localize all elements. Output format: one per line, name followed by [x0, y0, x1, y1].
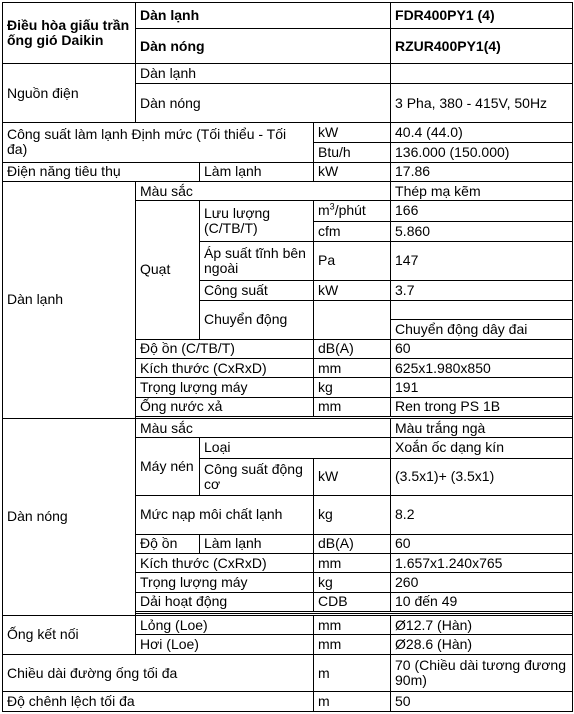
fan-label: Quạt — [136, 201, 200, 339]
capacity-row-kw — [3, 123, 573, 143]
operating-range-value: 10 đến 49 — [391, 592, 573, 611]
outdoor-weight-label: Trọng lượng máy — [136, 573, 314, 592]
liquid-label: Lỏng (Loe) — [136, 616, 314, 635]
compressor-type-label: Loại — [200, 438, 391, 458]
drain-unit: mm — [314, 397, 391, 416]
consumption-label: Điện năng tiêu thụ — [3, 162, 200, 181]
drive-value-top — [391, 300, 573, 319]
max-length-unit: m — [314, 654, 391, 692]
drive-value: Chuyển động dây đai — [391, 320, 573, 339]
header-row-indoor — [3, 3, 573, 29]
max-length-label: Chiều dài đường ống tối đa — [3, 654, 314, 692]
power-row-indoor — [3, 64, 573, 84]
indoor-color-label: Màu sắc — [136, 181, 391, 200]
outdoor-dims-value: 1.657x1.240x765 — [391, 554, 573, 573]
power-outdoor-value: 3 Pha, 380 - 415V, 50Hz — [391, 84, 573, 123]
outdoor-section-label: Dàn nóng — [3, 418, 136, 615]
consumption-unit: kW — [314, 162, 391, 181]
indoor-model: FDR400PY1 (4) — [391, 3, 573, 29]
consumption-value: 17.86 — [391, 162, 573, 181]
motor-unit: kW — [314, 458, 391, 496]
airflow-value-m3: 166 — [391, 201, 573, 221]
indoor-dims-label: Kích thước (CxRxD) — [136, 358, 314, 377]
indoor-weight-value: 191 — [391, 378, 573, 397]
power-label: Nguồn điện — [3, 64, 136, 123]
motor-label: Công suất động cơ — [200, 458, 314, 496]
power-outdoor-label: Dàn nóng — [136, 84, 391, 123]
airflow-unit-m3: $m^3$/phút — [314, 201, 391, 221]
drain-value: Ren trong PS 1B — [391, 397, 573, 416]
refrigerant-value: 8.2 — [391, 496, 573, 535]
operating-range-unit: CDB — [314, 592, 391, 611]
liquid-value: Ø12.7 (Hàn) — [391, 616, 573, 635]
power-indoor-value — [391, 64, 573, 84]
indoor-weight-unit: kg — [314, 378, 391, 397]
outdoor-unit-label: Dàn nóng — [136, 29, 391, 64]
indoor-noise-value: 60 — [391, 339, 573, 358]
gas-label: Hơi (Loe) — [136, 635, 314, 654]
max-height-value: 50 — [391, 692, 573, 712]
max-height-row — [3, 692, 573, 712]
drive-unit — [314, 300, 391, 339]
max-length-value: 70 (Chiều dài tương đương 90m) — [391, 654, 573, 692]
esp-value: 147 — [391, 241, 573, 280]
indoor-section-label: Dàn lạnh — [3, 181, 136, 418]
product-title: Điều hòa giấu trần ống gió Daikin — [3, 3, 136, 64]
fan-power-label: Công suất — [200, 280, 314, 300]
esp-unit: Pa — [314, 241, 391, 280]
fan-power-value: 3.7 — [391, 280, 573, 300]
airflow-label: Lưu lượng (C/TB/T) — [200, 201, 314, 242]
gas-unit: mm — [314, 635, 391, 654]
spec-table — [2, 2, 573, 712]
indoor-color-value: Thép mạ kẽm — [391, 181, 573, 200]
outdoor-color-label: Màu sắc — [136, 418, 391, 437]
piping-label: Ống kết nối — [3, 616, 136, 655]
refrigerant-label: Mức nạp môi chất lạnh — [136, 496, 314, 535]
drain-label: Ống nước xả — [136, 397, 314, 416]
outdoor-weight-value: 260 — [391, 573, 573, 592]
capacity-unit-btu: Btu/h — [314, 143, 391, 162]
outdoor-noise-label: Độ ồn — [136, 534, 200, 553]
outdoor-weight-unit: kg — [314, 573, 391, 592]
outdoor-model: RZUR400PY1(4) — [391, 29, 573, 64]
operating-range-label: Dải hoạt động — [136, 592, 314, 611]
indoor-dims-value: 625x1.980x850 — [391, 358, 573, 377]
motor-value: (3.5x1)+ (3.5x1) — [391, 458, 573, 496]
airflow-unit-cfm: cfm — [314, 221, 391, 241]
piping-liquid-row — [3, 616, 573, 635]
outdoor-color-value: Màu trắng ngà — [391, 418, 573, 437]
indoor-unit-label: Dàn lạnh — [136, 3, 391, 29]
compressor-label: Máy nén — [136, 438, 200, 496]
outdoor-noise-value: 60 — [391, 534, 573, 553]
refrigerant-unit: kg — [314, 496, 391, 535]
outdoor-color-row — [3, 418, 573, 437]
compressor-type-value: Xoắn ốc dạng kín — [391, 438, 573, 458]
max-length-row — [3, 654, 573, 692]
indoor-dims-unit: mm — [314, 358, 391, 377]
indoor-color-row — [3, 181, 573, 200]
capacity-label: Công suất làm lạnh Định mức (Tối thiểu - Tối đa) — [3, 123, 314, 163]
outdoor-noise-unit: dB(A) — [314, 534, 391, 553]
power-indoor-label: Dàn lạnh — [136, 64, 391, 84]
esp-label: Áp suất tĩnh bên ngoài — [200, 241, 314, 280]
consumption-mode: Làm lạnh — [200, 162, 314, 181]
capacity-value-btu: 136.000 (150.000) — [391, 143, 573, 162]
indoor-noise-unit: dB(A) — [314, 339, 391, 358]
indoor-weight-label: Trọng lượng máy — [136, 378, 314, 397]
max-height-label: Độ chênh lệch tối đa — [3, 692, 314, 712]
capacity-unit-kw: kW — [314, 123, 391, 143]
drive-label: Chuyển động — [200, 300, 314, 339]
liquid-unit: mm — [314, 616, 391, 635]
outdoor-dims-unit: mm — [314, 554, 391, 573]
indoor-noise-label: Độ ồn (C/TB/T) — [136, 339, 314, 358]
outdoor-dims-label: Kích thước (CxRxD) — [136, 554, 314, 573]
fan-power-unit: kW — [314, 280, 391, 300]
gas-value: Ø28.6 (Hàn) — [391, 635, 573, 654]
airflow-value-cfm: 5.860 — [391, 221, 573, 241]
capacity-value-kw: 40.4 (44.0) — [391, 123, 573, 143]
outdoor-noise-mode: Làm lạnh — [200, 534, 314, 553]
max-height-unit: m — [314, 692, 391, 712]
consumption-row — [3, 162, 573, 181]
